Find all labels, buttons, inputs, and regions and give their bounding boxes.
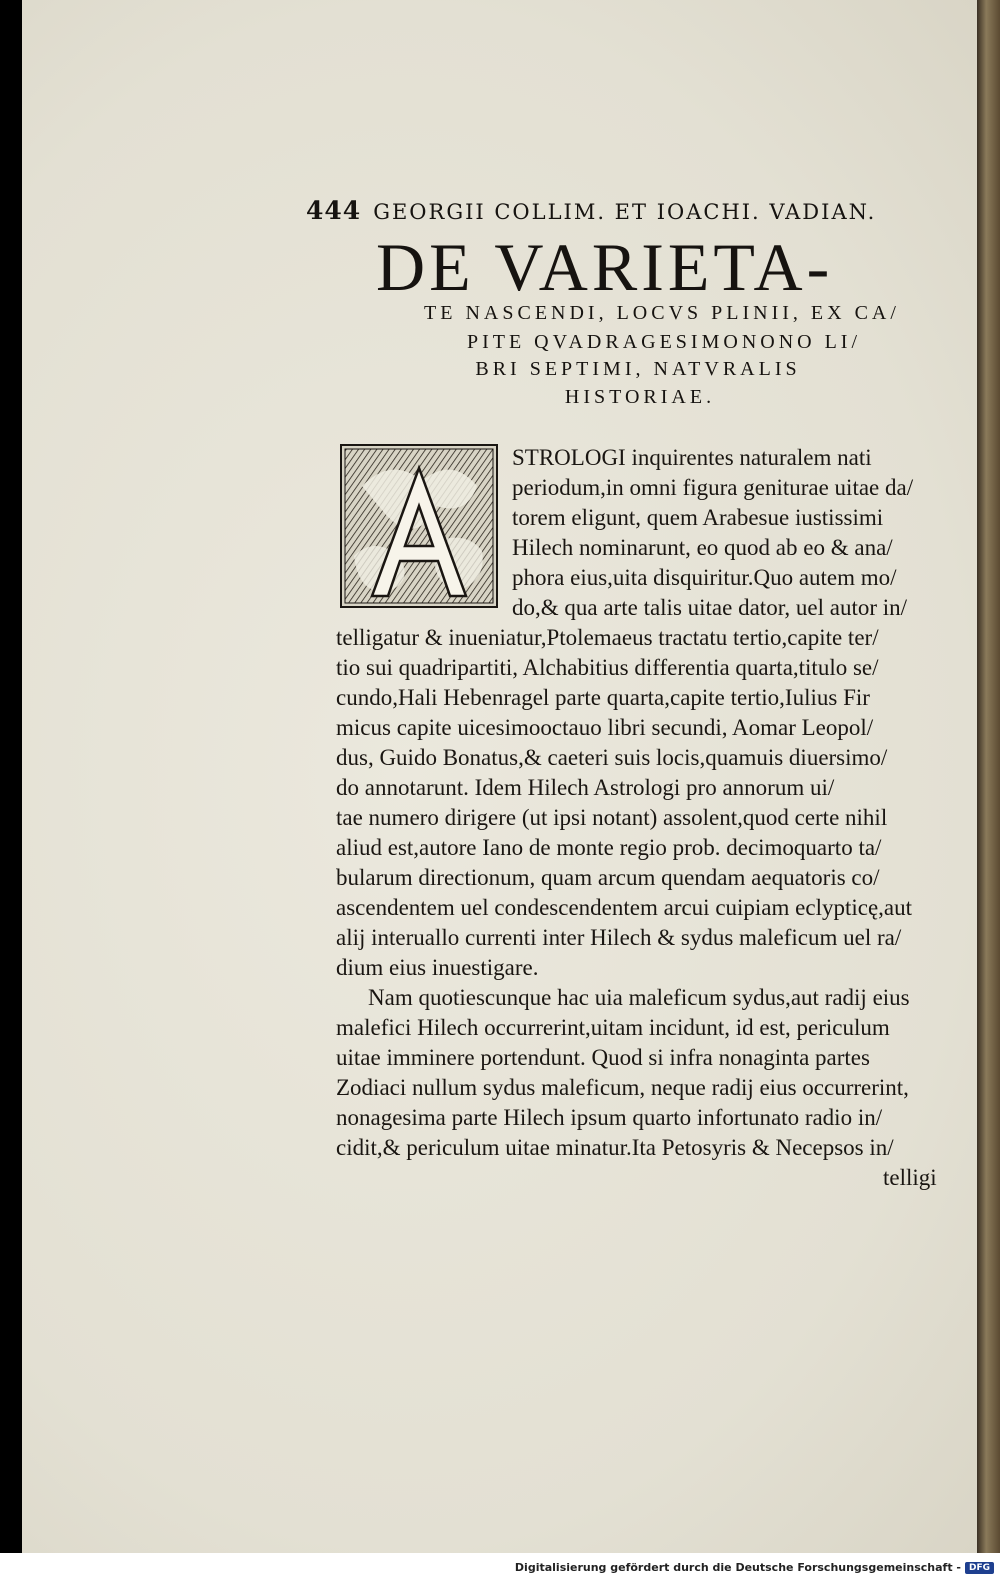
subtitle-line: PITE QVADRAGESIMONONO LI/ xyxy=(466,331,862,353)
text-line: do annotarunt. Idem Hilech Astrologi pro annorum ui/ xyxy=(336,775,835,800)
page-title: DE VARIETA- xyxy=(376,229,834,305)
ornamental-initial-icon xyxy=(340,444,498,608)
text-line: bularum directionum, quam arcum quendam aequatoris co/ xyxy=(336,865,880,890)
text-line: dus, Guido Bonatus,& caeteri suis locis,quamuis diuersimo/ xyxy=(336,745,888,770)
text-line: do,& qua arte talis uitae dator, uel autor in/ xyxy=(512,595,908,620)
footer-text: Digitalisierung gefördert durch die Deutsche Forschungsgemeinschaft - xyxy=(514,1561,961,1574)
text-line: uitae imminere portendunt. Quod si infra nonaginta partes xyxy=(336,1045,870,1070)
book-spine xyxy=(977,0,1000,1553)
text-line: telligatur & inueniatur,Ptolemaeus tractatu tertio,capite ter/ xyxy=(336,625,879,650)
text-line: Nam quotiescunque hac uia maleficum sydus,aut radij eius xyxy=(368,985,910,1010)
text-line: nonagesima parte Hilech ipsum quarto infortunato radio in/ xyxy=(336,1105,883,1130)
text-line: tae numero dirigere (ut ipsi notant) assolent,quod certe nihil xyxy=(336,805,888,830)
text-line: cidit,& periculum uitae minatur.Ita Petosyris & Necepsos in/ xyxy=(336,1135,894,1160)
text-line: tio sui quadripartiti, Alchabitius differentia quarta,titulo se/ xyxy=(336,655,879,680)
text-line: phora eius,uita disquiritur.Quo autem mo/ xyxy=(512,565,897,590)
dfg-logo-icon: DFG xyxy=(965,1562,994,1574)
text-line: Zodiaci nullum sydus maleficum, neque radij eius occurrerint, xyxy=(336,1075,909,1100)
subtitle-line: BRI SEPTIMI, NATVRALIS xyxy=(475,358,801,380)
running-head: GEORGII COLLIM. ET IOACHI. VADIAN. xyxy=(373,200,877,224)
subtitle-line: HISTORIAE. xyxy=(564,386,716,408)
text-line: alij interuallo currenti inter Hilech & sydus maleficum uel ra/ xyxy=(336,925,902,950)
text-line: ascendentem uel condescendentem arcui cuipiam eclypticę,aut xyxy=(336,895,913,920)
text-line: periodum,in omni figura geniturae uitae da/ xyxy=(512,475,914,500)
text-line: aliud est,autore Iano de monte regio prob. decimoquarto ta/ xyxy=(336,835,882,860)
text-line: dium eius inuestigare. xyxy=(336,955,539,980)
text-line: cundo,Hali Hebenragel parte quarta,capite tertio,Iulius Fir xyxy=(336,685,870,710)
page-number: 444 xyxy=(306,196,362,225)
text-line: malefici Hilech occurrerint,uitam incidunt, id est, periculum xyxy=(336,1015,890,1040)
text-line: micus capite uicesimooctauo libri secundi, Aomar Leopol/ xyxy=(336,715,874,740)
text-line: STROLOGI inquirentes naturalem nati xyxy=(512,445,872,470)
subtitle-line: TE NASCENDI, LOCVS PLINII, EX CA/ xyxy=(424,302,900,324)
digitization-footer xyxy=(515,1561,994,1574)
catchword: telligi xyxy=(883,1165,937,1190)
running-header xyxy=(306,196,946,225)
text-line: torem eligunt, quem Arabesue iustissimi xyxy=(512,505,884,530)
text-line: Hilech nominarunt, eo quod ab eo & ana/ xyxy=(512,535,893,560)
